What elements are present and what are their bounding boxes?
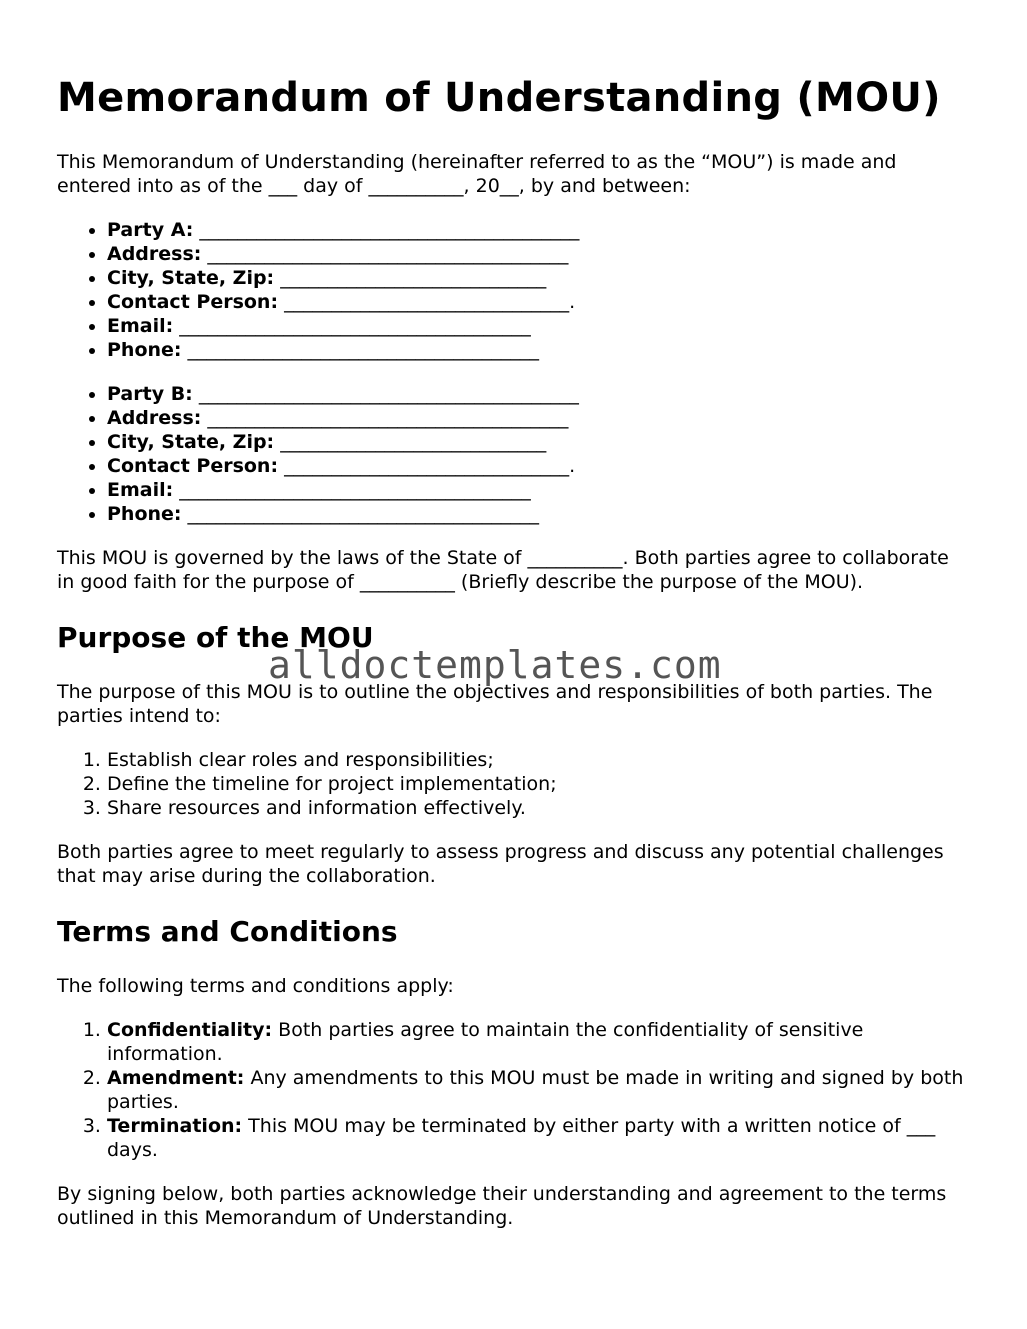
document-page [57, 72, 972, 1250]
purpose-list [57, 748, 972, 820]
party-a-list [57, 218, 972, 362]
purpose-intro: The purpose of this MOU is to outline the objectives and responsibilities of both parties. The parties intend to: [57, 681, 933, 727]
field-label: Phone: [107, 503, 182, 525]
term-label: Confidentiality: [107, 1019, 273, 1041]
field-blank: ____________________________ [274, 267, 547, 289]
field-blank: ______________________________________ [201, 407, 569, 429]
terms-list [57, 1018, 972, 1162]
field-label: City, State, Zip: [107, 267, 275, 289]
field-blank: _____________________________________ [173, 315, 531, 337]
field-blank: ________________________________________ [193, 219, 580, 241]
term-label: Amendment: [107, 1067, 245, 1089]
term-text: Both parties agree to maintain the confidentiality of sensitive information. [107, 1019, 864, 1065]
purpose-heading: Purpose of the MOU [57, 621, 374, 654]
list-item [107, 502, 972, 526]
list-item [107, 338, 972, 362]
field-label: Email: [107, 479, 174, 501]
field-blank: ______________________________. [278, 455, 576, 477]
list-item [107, 1114, 972, 1162]
field-blank: ____________________________ [274, 431, 547, 453]
field-label: Email: [107, 315, 174, 337]
watermark: alldoctemplates.com [268, 643, 722, 687]
page-title: Memorandum of Understanding (MOU) [57, 75, 941, 121]
party-b-list [57, 382, 972, 526]
field-label: Party B: [107, 383, 193, 405]
signing-paragraph: By signing below, both parties acknowledge their understanding and agreement to the terms outlined in this Memorandum of Understanding. [57, 1183, 947, 1229]
list-item [107, 1066, 972, 1114]
terms-heading: Terms and Conditions [57, 915, 398, 948]
field-blank: _____________________________________ [173, 479, 531, 501]
list-item [107, 218, 972, 242]
list-item [107, 1018, 972, 1066]
list-item [107, 382, 972, 406]
field-blank: ________________________________________ [192, 383, 579, 405]
field-label: Address: [107, 243, 202, 265]
list-item: 3. Share resources and information effectively. [107, 796, 972, 820]
list-item [107, 314, 972, 338]
term-text: This MOU may be terminated by either party with a written notice of ___ days. [107, 1115, 936, 1161]
list-item [107, 454, 972, 478]
list-item [107, 266, 972, 290]
term-label: Termination: [107, 1115, 243, 1137]
list-item: 2. Define the timeline for project implementation; [107, 772, 972, 796]
field-label: Address: [107, 407, 202, 429]
list-item [107, 430, 972, 454]
term-text: Any amendments to this MOU must be made in writing and signed by both parties. [107, 1067, 964, 1113]
field-label: City, State, Zip: [107, 431, 275, 453]
field-label: Contact Person: [107, 291, 279, 313]
list-item: 1. Establish clear roles and responsibilities; [107, 748, 972, 772]
list-item [107, 478, 972, 502]
list-item [107, 242, 972, 266]
list-item [107, 406, 972, 430]
purpose-closing: Both parties agree to meet regularly to assess progress and discuss any potential challenges that may arise during the collaboration. [57, 841, 944, 887]
field-blank: _____________________________________ [181, 503, 540, 525]
list-item [107, 290, 972, 314]
field-label: Contact Person: [107, 455, 279, 477]
field-label: Phone: [107, 339, 182, 361]
field-blank: ______________________________. [278, 291, 576, 313]
governing-law-paragraph: This MOU is governed by the laws of the State of __________. Both parties agree to collaborate in good faith for the purpose of __________ (Briefly describe the purpose of the MOU). [57, 547, 949, 593]
field-blank: _____________________________________ [181, 339, 540, 361]
field-label: Party A: [107, 219, 194, 241]
terms-intro: The following terms and conditions apply: [57, 975, 454, 997]
field-blank: ______________________________________ [201, 243, 569, 265]
intro-paragraph: This Memorandum of Understanding (hereinafter referred to as the “MOU”) is made and entered into as of the ___ day of __________, 20__, by and between: [57, 151, 897, 197]
